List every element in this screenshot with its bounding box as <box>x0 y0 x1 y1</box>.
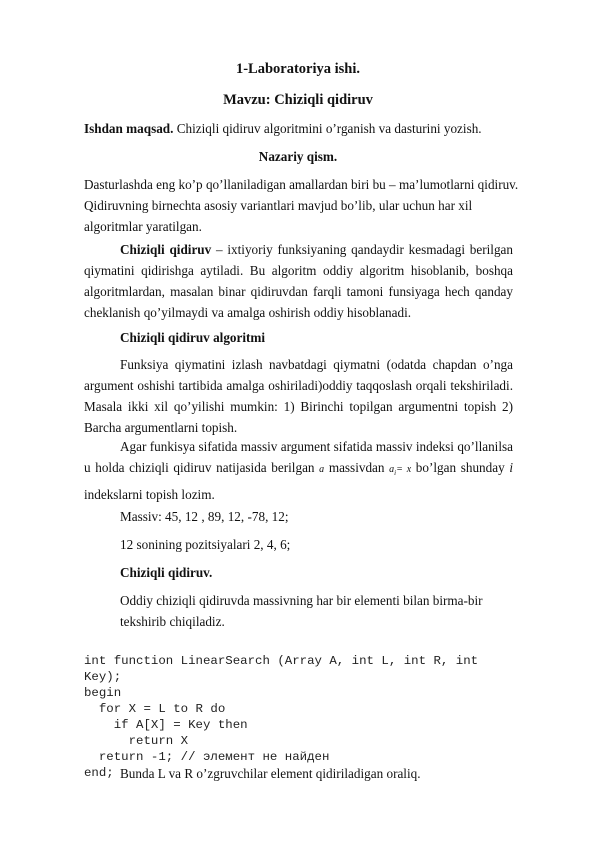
algorithm-heading: Chiziqli qidiruv algoritmi <box>120 330 266 345</box>
linear-text-line-1: Oddiy chiziqli qidiruvda massivning har bir elementi bilan birma-bir <box>120 593 483 608</box>
linear-heading: Chiziqli qidiruv. <box>120 565 213 580</box>
definition-term: Chiziqli qidiruv <box>120 242 212 257</box>
goal-text: Chiziqli qidiruv algoritmini o’rganish va dasturini yozish. <box>173 121 482 136</box>
math-i: i <box>509 460 513 475</box>
code-block <box>84 637 478 781</box>
definition-paragraph <box>84 239 513 323</box>
goal-paragraph <box>84 121 482 137</box>
code-line: return -1; // элемент не найден <box>84 750 330 764</box>
code-line: begin <box>84 686 122 700</box>
code-line: return X <box>84 734 189 748</box>
goal-label: Ishdan maqsad. <box>84 121 174 136</box>
intro-line-1: Dasturlashda eng ko’p qo’llaniladigan amallardan biri bu – ma’lumotlarni qidiruv. <box>84 177 519 192</box>
code-line: for X = L to R do <box>84 702 226 716</box>
math-a: a <box>319 464 325 475</box>
intro-line-2: Qidiruvning birnechta asosiy variantlari mavjud bo’lib, ular uchun har xil <box>84 198 473 213</box>
example-positions: 12 sonining pozitsiyalari 2, 4, 6; <box>120 537 291 552</box>
algorithm-paragraph: Funksiya qiymatini izlash navbatdagi qiymatni (odatda chapdan o’nga argument oshishi tartibida amalga oshiriladi)oddiy taqqoslash orqali tekshiriladi. Masala ikki xil qo’yilishi mumkin: 1) Birinchi topilgan argumentni topish 2) Barcha argumentlarni topish. <box>84 357 513 435</box>
footer-note: Bunda L va R o’zgruvchilar element qidiriladigan oraliq. <box>120 766 421 781</box>
linear-text-line-2: tekshirib chiqiladiz. <box>120 614 225 629</box>
code-line: Key); <box>84 670 122 684</box>
array-case-paragraph: Agar funkisya sifatida massiv argument sifatida massiv indeksi qo’llanilsa u holda chiziqli qidiruv natijasida berilgan a massivdan $a_i= x$ bo’lgan shunday i indekslarni topish lozim. <box>84 439 513 502</box>
intro-line-3: algoritmlar yaratilgan. <box>84 219 202 234</box>
definition-text: – ixtiyoriy funksiyaning qandaydir kesmadagi berilgan qiymatini qidirishga aytiladi. Bu algoritm oddiy algoritm hisoblanib, boshqa algoritmlardan, masalan binar qidiruvdan farqli tamoni funsiyaga hech qanday cheklanish qo’yilmaydi va amalga oshirish oddiy hisoblanadi. <box>84 242 513 320</box>
code-line: int function LinearSearch (Array A, int L, int R, int <box>84 654 479 668</box>
example-array: Massiv: 45, 12 , 89, 12, -78, 12; <box>120 509 289 524</box>
theory-heading: Nazariy qism. <box>258 149 338 164</box>
code-line: end; <box>84 766 114 780</box>
lab-title: 1-Laboratoriya ishi. <box>235 61 361 77</box>
math-condition: $a_i= x$ <box>389 464 412 477</box>
topic-heading: Mavzu: Chiziqli qidiruv <box>223 92 373 108</box>
code-line: if A[X] = Key then <box>84 718 248 732</box>
